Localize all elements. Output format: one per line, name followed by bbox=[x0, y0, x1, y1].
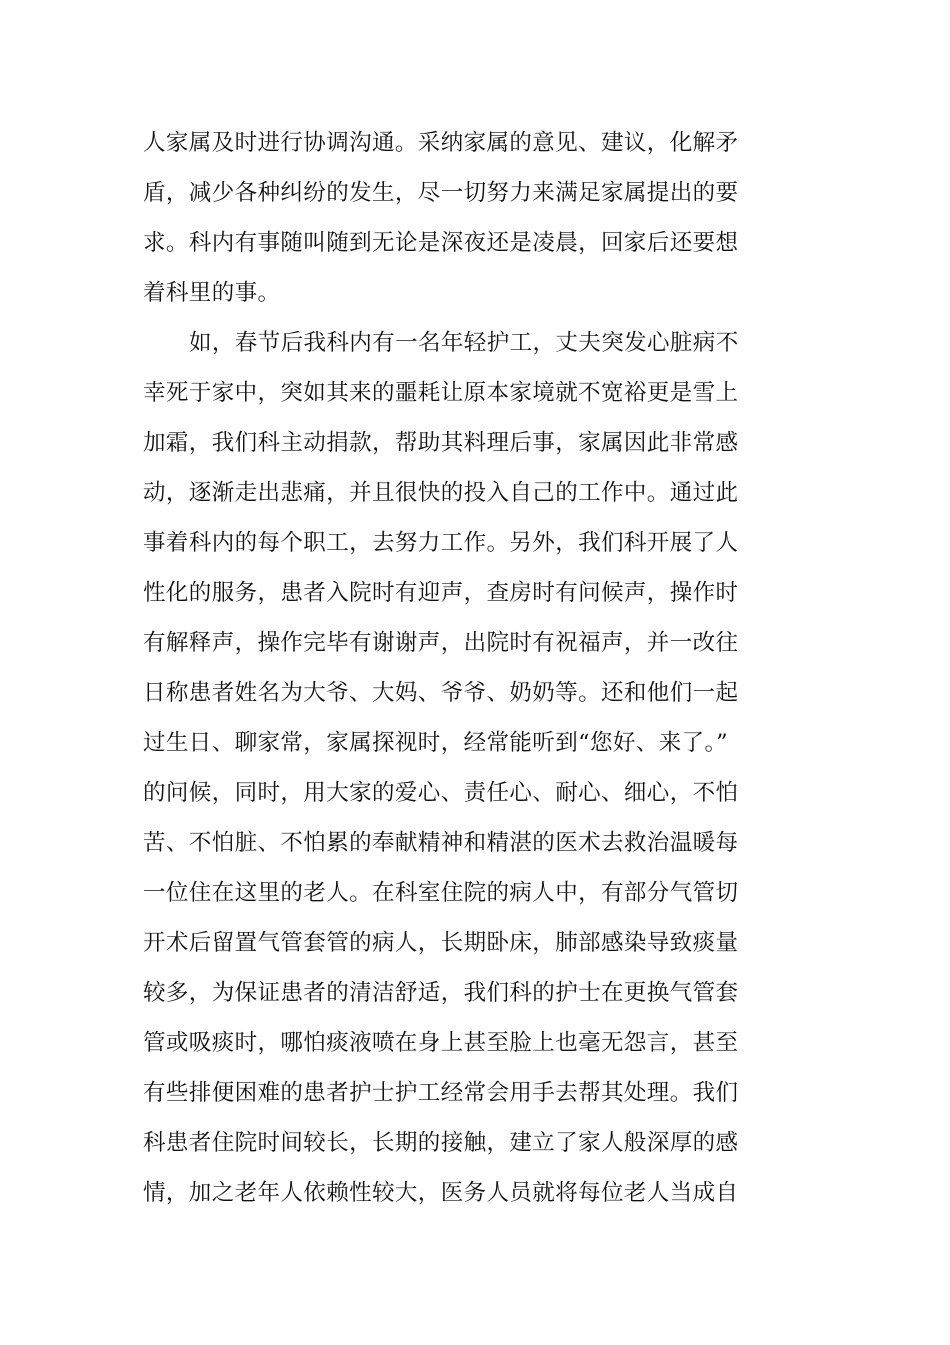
text-line: 加霜，我们科主动捐款，帮助其料理后事，家属因此非常感 bbox=[143, 430, 739, 456]
body-text bbox=[143, 118, 743, 1218]
text-line: 管或吸痰时，哪怕痰液喷在身上甚至脸上也毫无怨言，甚至 bbox=[143, 1030, 739, 1056]
text-line: 日称患者姓名为大爷、大妈、爷爷、奶奶等。还和他们一起 bbox=[143, 680, 739, 706]
text-line: 事着科内的每个职工，去努力工作。另外，我们科开展了人 bbox=[143, 530, 739, 556]
text-line: 过生日、聊家常，家属探视时，经常能听到“您好、来了。” bbox=[143, 730, 729, 756]
text-line: 一位住在这里的老人。在科室住院的病人中，有部分气管切 bbox=[143, 880, 739, 906]
text-line: 苦、不怕脏、不怕累的奉献精神和精湛的医术去救治温暖每 bbox=[143, 830, 739, 856]
text-line: 着科里的事。 bbox=[143, 280, 281, 306]
text-line: 开术后留置气管套管的病人，长期卧床，肺部感染导致痰量 bbox=[143, 930, 739, 956]
text-line: 性化的服务，患者入院时有迎声，查房时有问候声，操作时 bbox=[143, 580, 739, 606]
text-line: 有解释声，操作完毕有谢谢声，出院时有祝福声，并一改往 bbox=[143, 630, 739, 656]
text-line: 幸死于家中，突如其来的噩耗让原本家境就不宽裕更是雪上 bbox=[143, 380, 739, 406]
text-line: 科患者住院时间较长，长期的接触，建立了家人般深厚的感 bbox=[143, 1130, 739, 1156]
text-line: 的问候，同时，用大家的爱心、责任心、耐心、细心，不怕 bbox=[143, 780, 739, 806]
text-line: 求。科内有事随叫随到无论是深夜还是凌晨，回家后还要想 bbox=[143, 230, 739, 256]
text-line: 动，逐渐走出悲痛，并且很快的投入自己的工作中。通过此 bbox=[143, 480, 739, 506]
text-line: 有些排便困难的患者护士护工经常会用手去帮其处理。我们 bbox=[143, 1080, 739, 1106]
text-line: 盾，减少各种纠纷的发生，尽一切努力来满足家属提出的要 bbox=[143, 180, 739, 206]
text-line: 较多，为保证患者的清洁舒适，我们科的护士在更换气管套 bbox=[143, 980, 739, 1006]
text-line: 情，加之老年人依赖性较大，医务人员就将每位老人当成自 bbox=[143, 1180, 739, 1206]
text-line: 人家属及时进行协调沟通。采纳家属的意见、建议，化解矛 bbox=[143, 130, 739, 156]
paragraph-start-line: 如，春节后我科内有一名年轻护工，丈夫突发心脏病不 bbox=[189, 330, 739, 356]
